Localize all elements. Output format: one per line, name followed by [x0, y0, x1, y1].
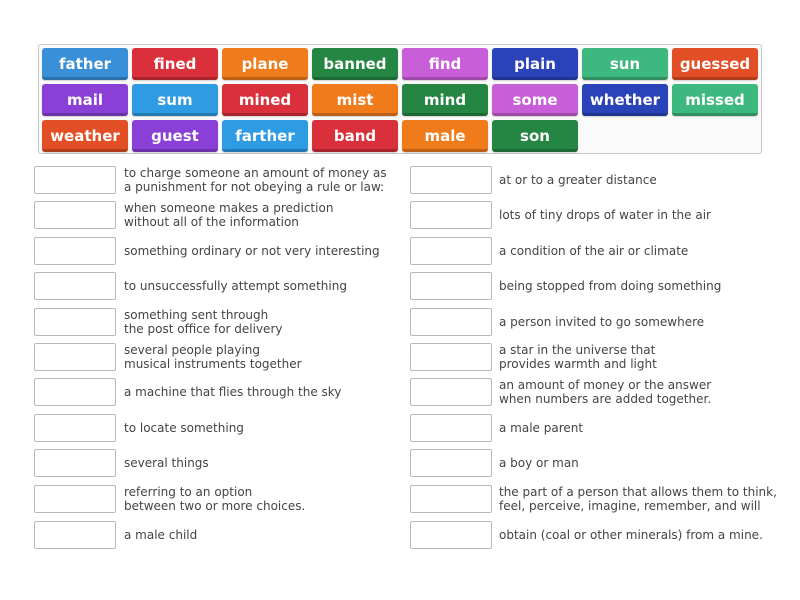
word-tile-mined[interactable]: mined: [222, 84, 308, 116]
answer-slot[interactable]: [34, 272, 116, 300]
clue-text: to unsuccessfully attempt something: [124, 279, 347, 293]
answer-slot[interactable]: [410, 485, 492, 513]
clue-text: a boy or man: [499, 456, 579, 470]
clue-text: a male child: [124, 528, 198, 542]
clue-text: being stopped from doing something: [499, 279, 722, 293]
word-tile-banned[interactable]: banned: [312, 48, 398, 80]
answer-slot[interactable]: [34, 237, 116, 265]
clue-text: lots of tiny drops of water in the air: [499, 208, 711, 222]
clue-text: a condition of the air or climate: [499, 244, 689, 258]
clue-text: when someone makes a prediction without all of the information: [124, 201, 334, 229]
clue-text: at or to a greater distance: [499, 173, 657, 187]
clue-text: a male parent: [499, 421, 584, 435]
word-tile-plain[interactable]: plain: [492, 48, 578, 80]
word-tile-plane[interactable]: plane: [222, 48, 308, 80]
clue-text: to locate something: [124, 421, 244, 435]
answer-slot[interactable]: [34, 378, 116, 406]
word-tile-fined[interactable]: fined: [132, 48, 218, 80]
clue-text: a machine that flies through the sky: [124, 385, 342, 399]
clue-text: several people playing musical instruments together: [124, 343, 302, 371]
answer-slot[interactable]: [410, 414, 492, 442]
word-tile-whether[interactable]: whether: [582, 84, 668, 116]
word-tile-mail[interactable]: mail: [42, 84, 128, 116]
word-tile-son[interactable]: son: [492, 120, 578, 152]
clue-text: the part of a person that allows them to think, feel, perceive, imagine, remember, and will: [499, 485, 777, 513]
answer-slot[interactable]: [410, 308, 492, 336]
word-tile-weather[interactable]: weather: [42, 120, 128, 152]
word-tile-missed[interactable]: missed: [672, 84, 758, 116]
word-tile-band[interactable]: band: [312, 120, 398, 152]
clue-text: a person invited to go somewhere: [499, 315, 705, 329]
word-tile-some[interactable]: some: [492, 84, 578, 116]
clue-text: a star in the universe that provides warmth and light: [499, 343, 657, 371]
word-tile-sun[interactable]: sun: [582, 48, 668, 80]
answer-slot[interactable]: [410, 521, 492, 549]
clue-text: an amount of money or the answer when numbers are added together.: [499, 378, 712, 406]
answer-slot[interactable]: [34, 166, 116, 194]
answer-slot[interactable]: [410, 343, 492, 371]
word-tile-male[interactable]: male: [402, 120, 488, 152]
word-tile-father[interactable]: father: [42, 48, 128, 80]
answer-slot[interactable]: [410, 166, 492, 194]
answer-slot[interactable]: [410, 272, 492, 300]
word-tile-farther[interactable]: farther: [222, 120, 308, 152]
answer-slot[interactable]: [410, 237, 492, 265]
clue-text: something sent through the post office for delivery: [124, 308, 283, 336]
answer-slot[interactable]: [410, 449, 492, 477]
word-tile-find[interactable]: find: [402, 48, 488, 80]
answer-slot[interactable]: [34, 201, 116, 229]
answer-slot[interactable]: [34, 521, 116, 549]
answer-slot[interactable]: [34, 414, 116, 442]
clue-text: something ordinary or not very interesting: [124, 244, 380, 258]
clue-text: referring to an option between two or more choices.: [124, 485, 306, 513]
clue-text: several things: [124, 456, 209, 470]
clue-text: to charge someone an amount of money as a punishment for not obeying a rule or law:: [124, 166, 387, 194]
word-bank: [38, 44, 762, 154]
word-tile-mist[interactable]: mist: [312, 84, 398, 116]
answer-slot[interactable]: [34, 449, 116, 477]
answer-slot[interactable]: [34, 308, 116, 336]
word-tile-sum[interactable]: sum: [132, 84, 218, 116]
word-tile-guest[interactable]: guest: [132, 120, 218, 152]
word-tile-guessed[interactable]: guessed: [672, 48, 758, 80]
answer-slot[interactable]: [34, 485, 116, 513]
answer-slot[interactable]: [410, 378, 492, 406]
clue-text: obtain (coal or other minerals) from a mine.: [499, 528, 763, 542]
answer-slot[interactable]: [410, 201, 492, 229]
answer-slot[interactable]: [34, 343, 116, 371]
word-tile-mind[interactable]: mind: [402, 84, 488, 116]
